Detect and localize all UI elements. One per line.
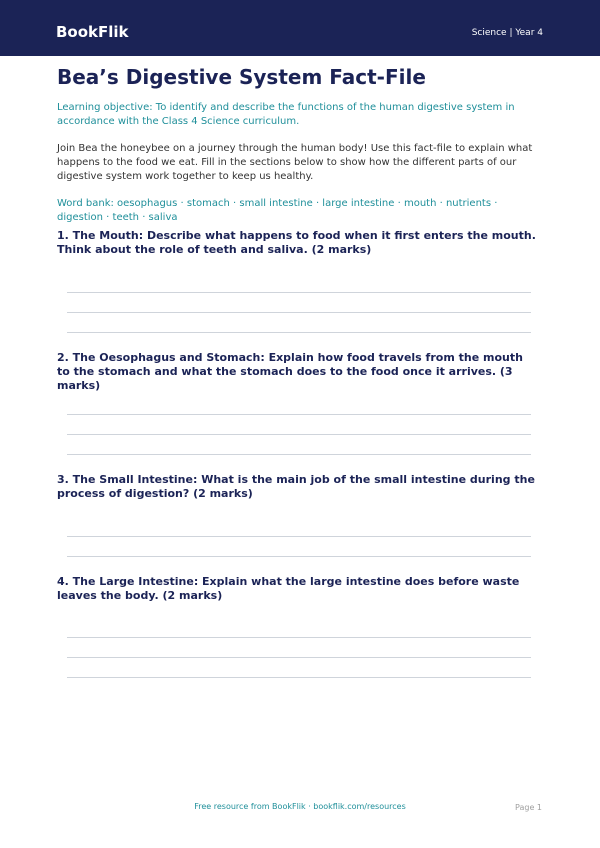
question-4 [57,575,537,603]
question-1-text: 1. The Mouth: Describe what happens to food when it first enters the mouth. Think about the role of teeth and saliva. (2 marks) [57,229,536,256]
answer-line-2c[interactable] [67,454,531,455]
question-2 [57,351,537,393]
question-4-text: 4. The Large Intestine: Explain what the large intestine does before waste leaves the body. (2 marks) [57,575,520,602]
answer-line-4b[interactable] [67,657,531,658]
answer-line-4c[interactable] [67,677,531,678]
subject-year-label: Science | Year 4 [471,28,543,38]
footer-link[interactable]: Free resource from BookFlik · bookflik.com/resources [194,802,406,811]
answer-line-1c[interactable] [67,332,531,333]
answer-line-1a[interactable] [67,292,531,293]
answer-line-3a[interactable] [67,536,531,537]
page-title: Bea’s Digestive System Fact-File [57,65,426,89]
word-bank: Word bank: oesophagus · stomach · small intestine · large intestine · mouth · nutrients · digestion · teeth · saliva [57,198,498,223]
answer-line-2b[interactable] [67,434,531,435]
question-2-text: 2. The Oesophagus and Stomach: Explain how food travels from the mouth to the stomach and what the stomach does to the food once it arrives. (3 marks) [57,351,523,392]
question-3 [57,473,537,501]
question-3-text: 3. The Small Intestine: What is the main job of the small intestine during the process of digestion? (2 marks) [57,473,535,500]
answer-line-3b[interactable] [67,556,531,557]
answer-line-4a[interactable] [67,637,531,638]
question-1 [57,229,537,257]
header-bar [0,0,600,56]
intro-section [57,64,543,225]
intro-paragraph: Join Bea the honeybee on a journey through the human body! Use this fact-file to explain what happens to the food we eat. Fill in the sections below to show how the different parts of our digestive system work together to keep us healthy. [57,143,533,182]
page-number: Page 1 [515,803,542,812]
learning-objective: Learning objective: To identify and describe the functions of the human digestive system in accordance with the Class 4 Science curriculum. [57,102,515,127]
answer-line-1b[interactable] [67,312,531,313]
brand-logo-text[interactable]: BookFlik [56,23,129,41]
answer-line-2a[interactable] [67,414,531,415]
